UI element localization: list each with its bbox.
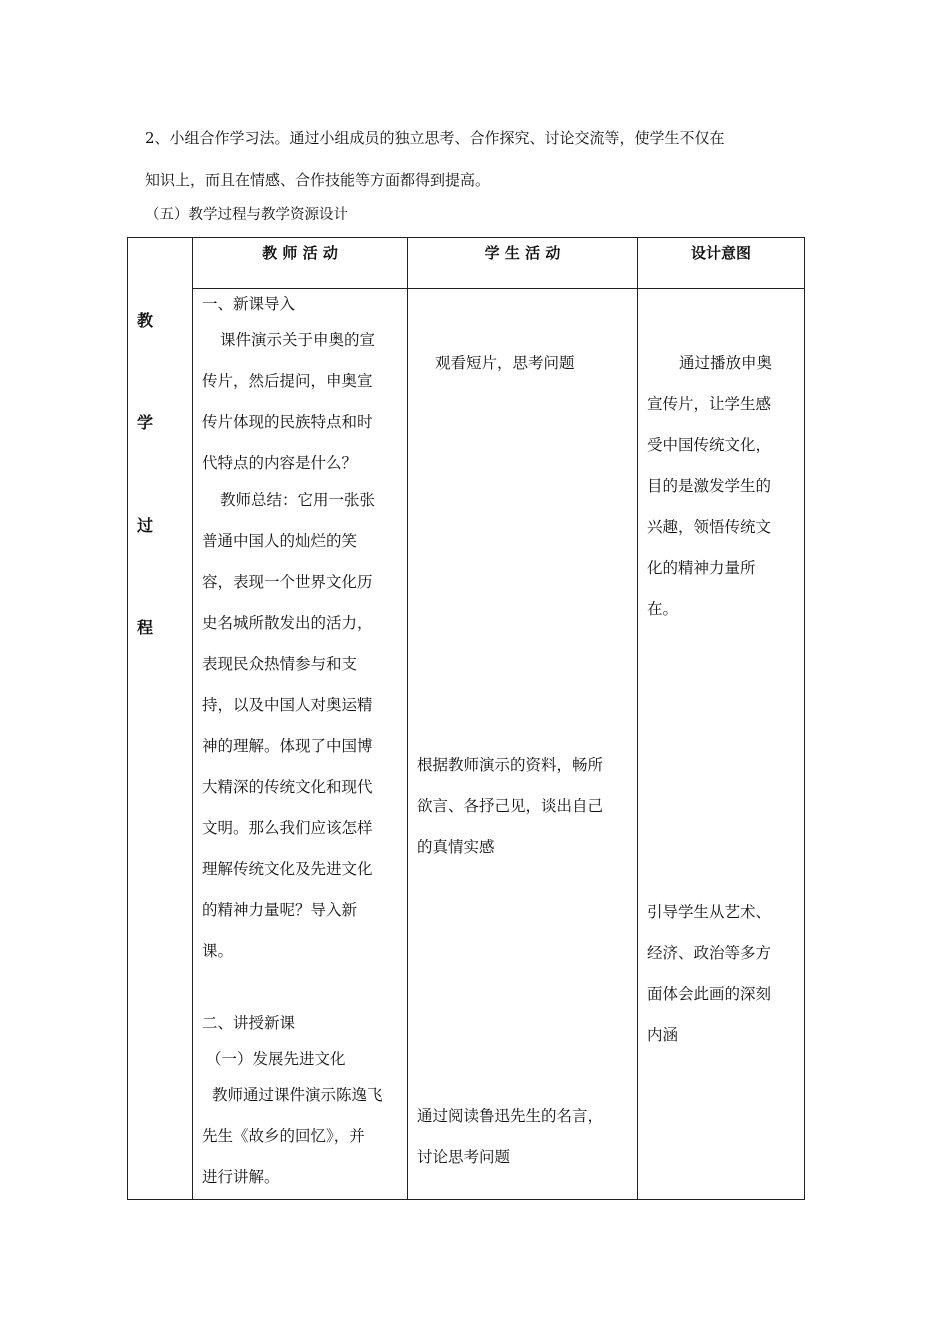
- student-line: 的真情实感: [417, 838, 495, 856]
- side-label-char: 学: [137, 413, 154, 432]
- header-student-activity: 学 生 活 动: [484, 244, 561, 262]
- student-line: 观看短片，思考问题: [435, 354, 575, 372]
- teacher-subheading: （一）发展先进文化: [206, 1050, 346, 1068]
- teacher-line: 教师总结：它用一张张: [220, 491, 376, 509]
- teacher-line: 先生《故乡的回忆》，并: [202, 1127, 365, 1145]
- section-title: （五）教学过程与教学资源设计: [145, 207, 348, 223]
- design-line: 目的是激发学生的: [647, 477, 772, 495]
- design-line: 通过播放申奥: [679, 354, 773, 372]
- teacher-line: 大精深的传统文化和现代: [202, 778, 373, 796]
- design-line: 化的精神力量所: [647, 559, 756, 577]
- design-line: 引导学生从艺术、: [647, 903, 772, 921]
- design-line: 宣传片，让学生感: [647, 395, 772, 413]
- design-line: 兴趣，领悟传统文: [647, 518, 772, 536]
- student-line: 欲言、各抒己见，谈出自己: [417, 797, 604, 815]
- side-label-char: 教: [137, 311, 154, 330]
- teacher-heading: 一、新课导入: [202, 295, 296, 313]
- teacher-line: 代特点的内容是什么？: [202, 454, 358, 472]
- student-line: 讨论思考问题: [417, 1148, 511, 1166]
- teacher-line: 表现民众热情参与和支: [202, 655, 358, 673]
- header-teacher-activity: 教 师 活 动: [262, 244, 338, 262]
- header-design-intent: 设计意图: [690, 244, 751, 262]
- teacher-line: 的精神力量呢？导入新: [202, 901, 358, 919]
- teacher-heading: 二、讲授新课: [202, 1014, 296, 1032]
- teacher-line: 史名城所散发出的活力，: [202, 614, 373, 632]
- design-line: 内涵: [647, 1026, 679, 1044]
- side-label-char: 过: [137, 516, 154, 535]
- teacher-line: 普通中国人的灿烂的笑: [202, 532, 358, 550]
- student-line: 通过阅读鲁迅先生的名言，: [417, 1107, 604, 1125]
- student-line: 根据教师演示的资料，畅所: [417, 756, 604, 774]
- teacher-line: 文明。那么我们应该怎样: [202, 819, 373, 837]
- teacher-line: 教师通过课件演示陈逸飞: [212, 1086, 383, 1104]
- intro-line-2: 知识上，而且在情感、合作技能等方面都得到提高。: [145, 171, 491, 189]
- design-line: 面体会此画的深刻: [647, 985, 772, 1003]
- teacher-line: 持，以及中国人对奥运精: [202, 696, 373, 714]
- teacher-line: 传片，然后提问，申奥宣: [202, 372, 373, 390]
- teacher-line: 进行讲解。: [202, 1168, 280, 1186]
- teacher-line: 容，表现一个世界文化历: [202, 573, 373, 591]
- intro-line-1: 2、小组合作学习法。通过小组成员的独立思考、合作探究、讨论交流等，使学生不仅在: [145, 129, 725, 147]
- design-line: 在。: [647, 600, 679, 618]
- design-line: 经济、政治等多方: [647, 944, 772, 962]
- teacher-line: 理解传统文化及先进文化: [202, 860, 373, 878]
- side-label-char: 程: [137, 618, 154, 637]
- teacher-line: 传片体现的民族特点和时: [202, 413, 373, 431]
- teacher-line: 课件演示关于申奥的宣: [220, 331, 376, 349]
- teacher-line: 课。: [202, 942, 234, 960]
- teacher-line: 神的理解。体现了中国博: [202, 737, 373, 755]
- design-line: 受中国传统文化，: [647, 436, 772, 454]
